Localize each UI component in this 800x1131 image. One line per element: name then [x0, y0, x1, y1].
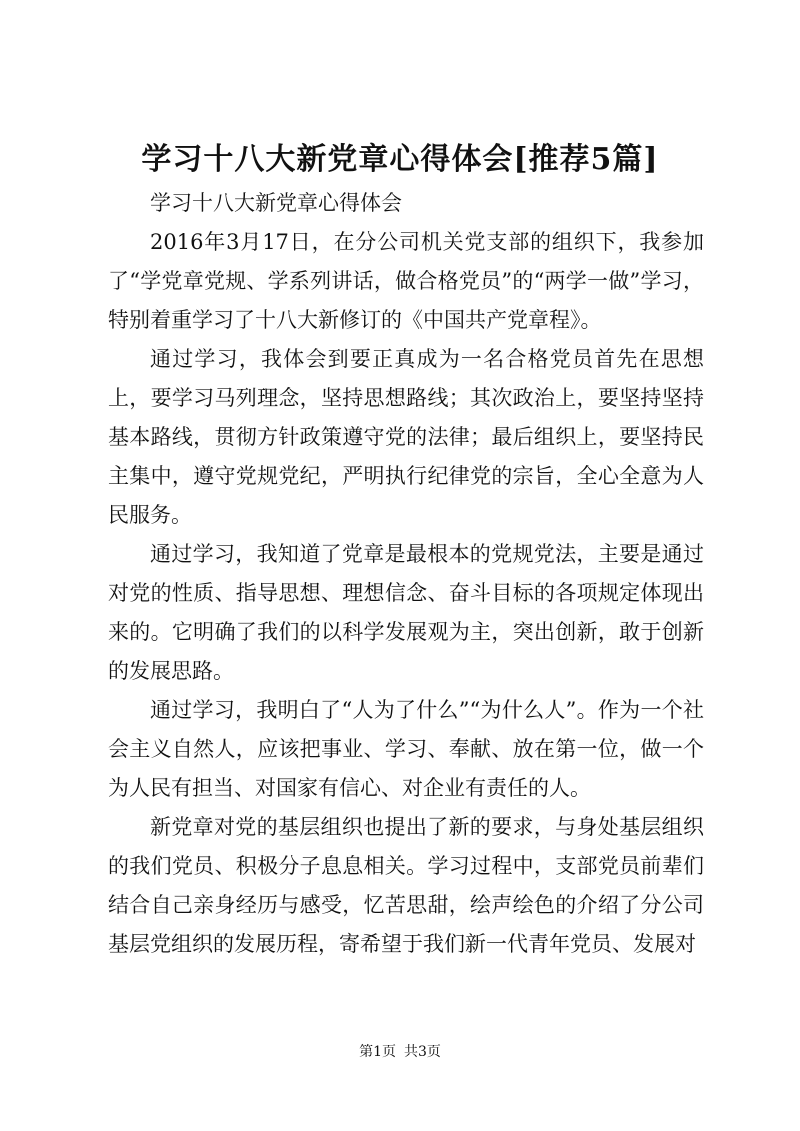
paragraph: 2016年3月17日，在分公司机关党支部的组织下，我参加了“学党章党规、学系列讲话，做合格党员”的“两学一做”学习，特别着重学习了十八大新修订的《中国共产党章程》。 — [108, 230, 704, 332]
paragraph: 通过学习，我明白了“人为了什么”“为什么人”。作为一个社会主义自然人，应该把事业、学习、奉献、放在第一位，做一个为人民有担当、对国家有信心、对企业有责任的人。 — [108, 698, 704, 800]
document-body — [108, 184, 704, 964]
document-title: 学习十八大新党章心得体会[推荐5篇] — [141, 142, 659, 177]
paragraph: 通过学习，我体会到要正真成为一名合格党员首先在思想上，要学习马列理念，坚持思想路线；其次政治上，要坚持坚持基本路线，贯彻方针政策遵守党的法律；最后组织上，要坚持民主集中，遵守党规党纪，严明执行纪律党的宗旨，全心全意为人民服务。 — [108, 347, 704, 527]
paragraph: 通过学习，我知道了党章是最根本的党规党法，主要是通过对党的性质、指导思想、理想信念、奋斗目标的各项规定体现出来的。它明确了我们的以科学发展观为主，突出创新，敢于创新的发展思路。 — [108, 542, 704, 683]
page-number: 第1页 — [359, 1044, 396, 1060]
subtitle-paragraph: 学习十八大新党章心得体会 — [150, 191, 402, 215]
page-total: 共3页 — [404, 1044, 441, 1060]
page-footer — [0, 1042, 800, 1062]
paragraph: 新党章对党的基层组织也提出了新的要求，与身处基层组织的我们党员、积极分子息息相关。学习过程中，支部党员前辈们结合自己亲身经历与感受，忆苦思甜，绘声绘色的介绍了分公司基层党组织的发展历程，寄希望于我们新一代青年党员、发展对 — [108, 815, 704, 956]
